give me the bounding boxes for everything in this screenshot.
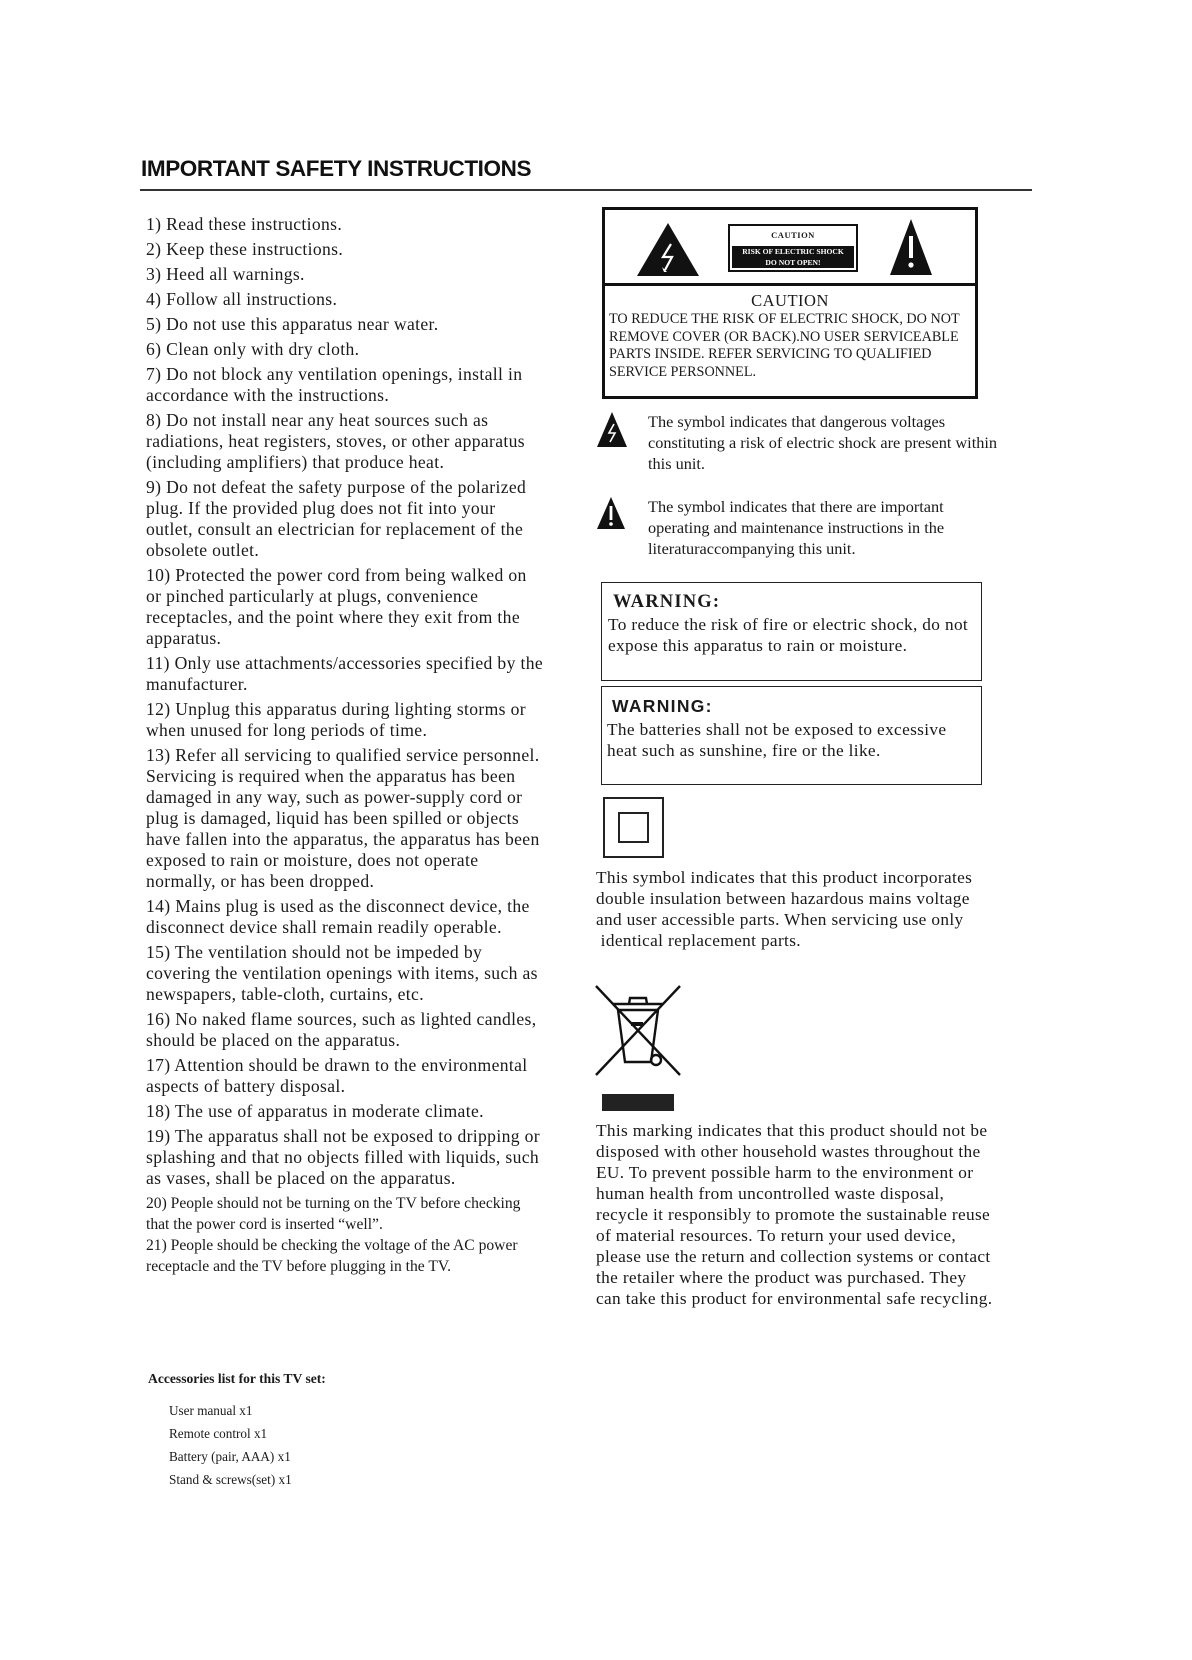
instruction-item: 5) Do not use this apparatus near water. <box>146 314 439 334</box>
instruction-item: 10) Protected the power cord from being walked on or pinched particularly at plugs, convenience receptacles, and the point where they exit from the apparatus. <box>146 565 527 648</box>
instruction-item: 21) People should be checking the voltage of the AC power receptacle and the TV before plugging in the TV. <box>146 1237 518 1275</box>
lightning-triangle-icon <box>597 412 627 447</box>
caution-heading: CAUTION <box>751 291 829 310</box>
warning-box-moisture <box>601 582 982 681</box>
instruction-item: 1) Read these instructions. <box>146 214 343 234</box>
caution-label-line: DO NOT OPEN! <box>765 258 821 267</box>
instruction-item: 8) Do not install near any heat sources such as radiations, heat registers, stoves, or other apparatus (including amplifiers) that produce heat. <box>146 410 525 472</box>
instruction-item: 2) Keep these instructions. <box>146 239 344 259</box>
double-insulation-inner-square <box>618 812 649 843</box>
instruction-item: 13) Refer all servicing to qualified service personnel. Servicing is required when the apparatus has been damaged in any way, such as power-supply cord or plug is damaged, liquid has been spilled or objects have fallen into the apparatus, the apparatus has been exposed to rain or moisture, does not operate normally, or has been dropped. <box>146 745 540 891</box>
weee-description: This marking indicates that this product should not be disposed with other household wastes throughout the EU. To prevent possible harm to the environment or human health from uncontrolled waste disposal, recycle it responsibly to promote the sustainable reuse of material resources. To return your used device, please use the return and collection systems or contact the retailer where the product was purchased. They can take this product for environmental safe recycling. <box>596 1121 993 1308</box>
exclamation-symbol-description: The symbol indicates that there are important operating and maintenance instructions in the literaturaccompanying this unit. <box>648 497 945 558</box>
lightning-symbol-description: The symbol indicates that dangerous voltages constituting a risk of electric shock are present within this unit. <box>648 412 998 473</box>
instruction-item: 17) Attention should be drawn to the environmental aspects of battery disposal. <box>146 1055 528 1096</box>
accessory-item: Battery (pair, AAA) x1 <box>169 1449 291 1464</box>
exclamation-triangle-icon <box>889 218 933 276</box>
instruction-item: 9) Do not defeat the safety purpose of the polarized plug. If the provided plug does not fit into your outlet, consult an electrician for replacement of the obsolete outlet. <box>146 477 527 560</box>
caution-label <box>728 224 858 272</box>
lightning-triangle-icon <box>636 222 700 277</box>
page-title: IMPORTANT SAFETY INSTRUCTIONS <box>141 156 532 181</box>
title-divider <box>140 189 1032 191</box>
warning-box-batteries <box>601 686 982 785</box>
caution-label-title: CAUTION <box>771 230 815 240</box>
accessory-item: User manual x1 <box>169 1403 253 1418</box>
instruction-item: 18) The use of apparatus in moderate climate. <box>146 1101 484 1121</box>
caution-label-warning <box>732 246 854 268</box>
warning-text: The batteries shall not be exposed to excessive heat such as sunshine, fire or the like. <box>607 720 947 760</box>
accessory-item: Stand & screws(set) x1 <box>169 1472 292 1487</box>
instruction-item: 4) Follow all instructions. <box>146 289 338 309</box>
instruction-item: 20) People should not be turning on the TV before checking that the power cord is inserted “well”. <box>146 1195 521 1233</box>
caution-text: TO REDUCE THE RISK OF ELECTRIC SHOCK, DO NOT REMOVE COVER (OR BACK).NO USER SERVICEABLE PARTS INSIDE. REFER SERVICING TO QUALIFIED SERVICE PERSONNEL. <box>609 311 960 380</box>
accessories-list <box>169 1399 292 1491</box>
instructions-list <box>146 214 546 1277</box>
instruction-item: 12) Unplug this apparatus during lighting storms or when unused for long periods of time. <box>146 699 526 740</box>
accessory-item: Remote control x1 <box>169 1426 268 1441</box>
warning-text: To reduce the risk of fire or electric shock, do not expose this apparatus to rain or moisture. <box>608 615 969 655</box>
double-insulation-description: This symbol indicates that this product incorporates double insulation between hazardous mains voltage and user accessible parts. When servicing use only identical replacement parts. <box>596 868 973 950</box>
instruction-item: 11) Only use attachments/accessories specified by the manufacturer. <box>146 653 544 694</box>
instruction-item: 16) No naked flame sources, such as lighted candles, should be placed on the apparatus. <box>146 1009 537 1050</box>
double-insulation-icon <box>603 797 664 858</box>
warning-title: WARNING: <box>613 592 721 612</box>
weee-marking-bar <box>602 1094 674 1111</box>
crossed-out-bin-icon <box>593 982 683 1078</box>
instruction-item: 19) The apparatus shall not be exposed to dripping or splashing and that no objects filled with liquids, such as vases, shall be placed on the apparatus. <box>146 1126 540 1188</box>
caution-label-line: RISK OF ELECTRIC SHOCK <box>742 247 844 256</box>
instruction-item: 3) Heed all warnings. <box>146 264 305 284</box>
accessories-title: Accessories list for this TV set: <box>148 1371 326 1386</box>
instruction-item: 14) Mains plug is used as the disconnect device, the disconnect device shall remain readily operable. <box>146 896 530 937</box>
instruction-item: 6) Clean only with dry cloth. <box>146 339 360 359</box>
instruction-item: 15) The ventilation should not be impeded by covering the ventilation openings with items, such as newspapers, table-cloth, curtains, etc. <box>146 942 538 1004</box>
instruction-item: 7) Do not block any ventilation openings, install in accordance with the instructions. <box>146 364 523 405</box>
caution-header <box>605 210 975 286</box>
exclamation-triangle-icon <box>597 497 625 529</box>
caution-box <box>602 207 978 399</box>
warning-title: WARNING: <box>612 696 713 716</box>
